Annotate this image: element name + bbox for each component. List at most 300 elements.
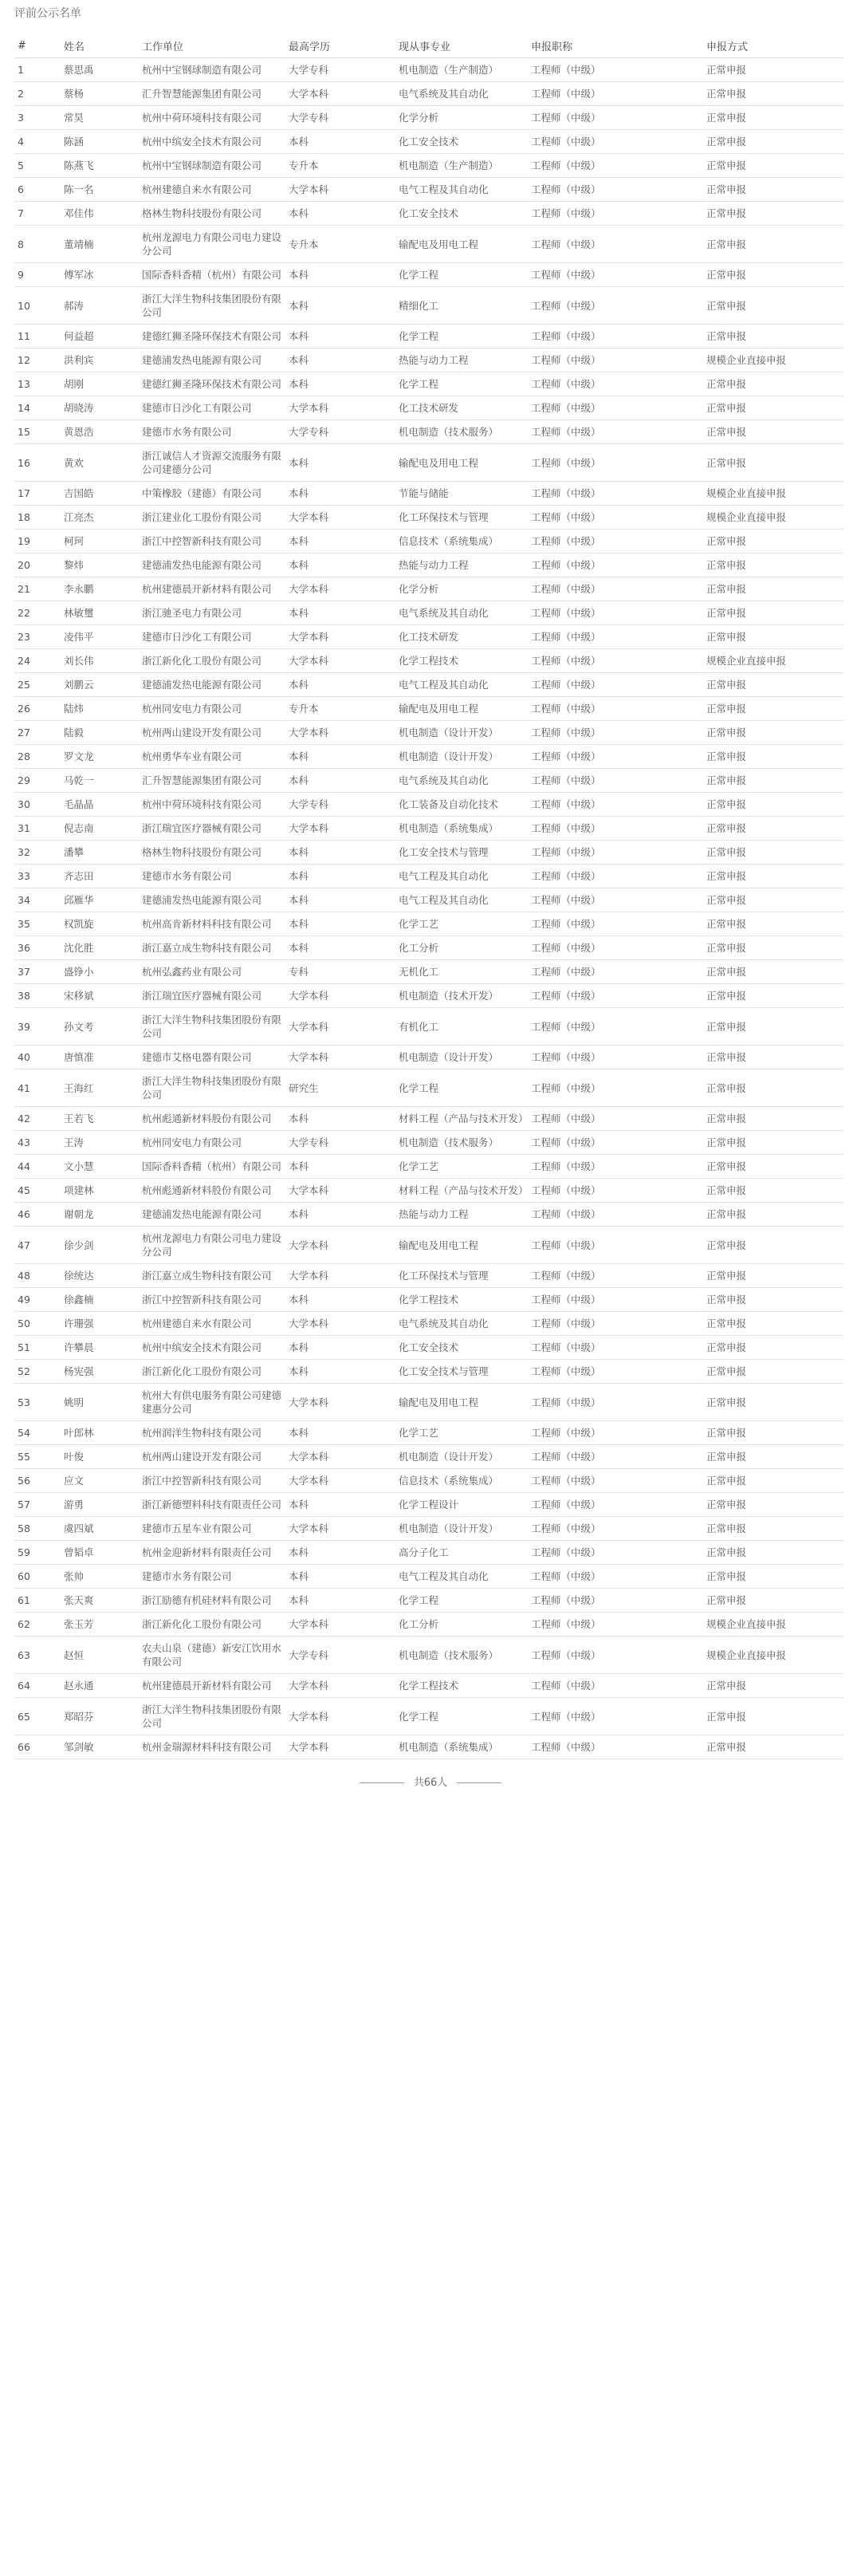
row-employer: 中策橡胶（建德）有限公司 bbox=[139, 482, 285, 506]
table-row bbox=[14, 154, 843, 178]
row-employer: 杭州大有供电服务有限公司建德建惠分公司 bbox=[139, 1384, 285, 1421]
row-name: 许攀晨 bbox=[61, 1336, 139, 1360]
table-row bbox=[14, 1493, 843, 1517]
row-education: 本科 bbox=[285, 1360, 395, 1384]
row-education: 本科 bbox=[285, 936, 395, 960]
row-title: 工程师（中级） bbox=[528, 349, 703, 372]
row-specialty: 机电制造（设计开发） bbox=[395, 721, 528, 745]
row-specialty: 信息技术（系统集成） bbox=[395, 1469, 528, 1493]
row-specialty: 化学工程技术 bbox=[395, 1674, 528, 1698]
row-index: 8 bbox=[14, 226, 61, 263]
column-header-specialty: 现从事专业 bbox=[395, 33, 528, 58]
footer-divider-right bbox=[457, 1782, 501, 1783]
row-method: 正常申报 bbox=[703, 1469, 843, 1493]
row-title: 工程师（中级） bbox=[528, 984, 703, 1008]
row-method: 正常申报 bbox=[703, 1336, 843, 1360]
row-name: 邓佳伟 bbox=[61, 202, 139, 226]
row-specialty: 化学工程 bbox=[395, 1589, 528, 1613]
table-row bbox=[14, 130, 843, 154]
row-method: 正常申报 bbox=[703, 984, 843, 1008]
row-title: 工程师（中级） bbox=[528, 1107, 703, 1131]
row-name: 毛晶晶 bbox=[61, 793, 139, 817]
row-specialty: 机电制造（生产制造） bbox=[395, 58, 528, 82]
row-employer: 杭州中宝钢球制造有限公司 bbox=[139, 58, 285, 82]
row-education: 大学本科 bbox=[285, 1179, 395, 1203]
row-name: 何益超 bbox=[61, 325, 139, 349]
row-employer: 浙江新化化工股份有限公司 bbox=[139, 1613, 285, 1637]
row-title: 工程师（中级） bbox=[528, 601, 703, 625]
row-employer: 杭州中缤安全技术有限公司 bbox=[139, 1336, 285, 1360]
row-index: 28 bbox=[14, 745, 61, 769]
row-method: 正常申报 bbox=[703, 1421, 843, 1445]
table-header-row bbox=[14, 33, 843, 58]
row-employer: 建德浦发热电能源有限公司 bbox=[139, 1203, 285, 1227]
row-method: 正常申报 bbox=[703, 1227, 843, 1264]
table-row bbox=[14, 420, 843, 444]
table-row bbox=[14, 984, 843, 1008]
row-specialty: 无机化工 bbox=[395, 960, 528, 984]
row-specialty: 化学工程设计 bbox=[395, 1493, 528, 1517]
row-method: 正常申报 bbox=[703, 625, 843, 649]
row-name: 胡刚 bbox=[61, 372, 139, 396]
row-name: 陈燕飞 bbox=[61, 154, 139, 178]
row-index: 21 bbox=[14, 577, 61, 601]
row-title: 工程师（中级） bbox=[528, 841, 703, 865]
row-employer: 建德浦发热电能源有限公司 bbox=[139, 553, 285, 577]
row-name: 吉国皓 bbox=[61, 482, 139, 506]
row-method: 正常申报 bbox=[703, 287, 843, 325]
row-employer: 浙江嘉立成生物科技有限公司 bbox=[139, 936, 285, 960]
row-index: 18 bbox=[14, 506, 61, 530]
row-name: 项建林 bbox=[61, 1179, 139, 1203]
row-education: 大学本科 bbox=[285, 1698, 395, 1735]
row-education: 本科 bbox=[285, 1107, 395, 1131]
row-employer: 杭州建德晨开新材料有限公司 bbox=[139, 577, 285, 601]
row-education: 本科 bbox=[285, 1541, 395, 1565]
table-row bbox=[14, 1589, 843, 1613]
row-method: 规模企业直接申报 bbox=[703, 482, 843, 506]
row-title: 工程师（中级） bbox=[528, 263, 703, 287]
table-row bbox=[14, 1008, 843, 1046]
row-specialty: 精细化工 bbox=[395, 287, 528, 325]
row-specialty: 输配电及用电工程 bbox=[395, 697, 528, 721]
row-title: 工程师（中级） bbox=[528, 936, 703, 960]
nominee-table bbox=[14, 33, 843, 1759]
row-index: 51 bbox=[14, 1336, 61, 1360]
row-employer: 浙江驰圣电力有限公司 bbox=[139, 601, 285, 625]
row-specialty: 机电制造（系统集成） bbox=[395, 817, 528, 841]
row-title: 工程师（中级） bbox=[528, 1698, 703, 1735]
row-specialty: 化工装备及自动化技术 bbox=[395, 793, 528, 817]
row-title: 工程师（中级） bbox=[528, 1203, 703, 1227]
row-name: 叶郎林 bbox=[61, 1421, 139, 1445]
row-method: 正常申报 bbox=[703, 936, 843, 960]
row-name: 胡晓涛 bbox=[61, 396, 139, 420]
row-education: 大学专科 bbox=[285, 1131, 395, 1155]
row-title: 工程师（中级） bbox=[528, 1288, 703, 1312]
column-header-title: 申报职称 bbox=[528, 33, 703, 58]
row-specialty: 机电制造（设计开发） bbox=[395, 1445, 528, 1469]
row-education: 本科 bbox=[285, 1421, 395, 1445]
row-index: 58 bbox=[14, 1517, 61, 1541]
table-row bbox=[14, 721, 843, 745]
row-name: 黎炜 bbox=[61, 553, 139, 577]
row-employer: 浙江大洋生物科技集团股份有限公司 bbox=[139, 1698, 285, 1735]
row-method: 正常申报 bbox=[703, 58, 843, 82]
row-index: 32 bbox=[14, 841, 61, 865]
row-education: 大学专科 bbox=[285, 420, 395, 444]
row-index: 46 bbox=[14, 1203, 61, 1227]
table-row bbox=[14, 1131, 843, 1155]
row-name: 陈一名 bbox=[61, 178, 139, 202]
row-education: 本科 bbox=[285, 1288, 395, 1312]
row-index: 40 bbox=[14, 1046, 61, 1069]
row-title: 工程师（中级） bbox=[528, 420, 703, 444]
row-name: 马乾一 bbox=[61, 769, 139, 793]
row-employer: 杭州龙源电力有限公司电力建设分公司 bbox=[139, 226, 285, 263]
row-title: 工程师（中级） bbox=[528, 154, 703, 178]
row-index: 53 bbox=[14, 1384, 61, 1421]
row-employer: 杭州彪通新材料股份有限公司 bbox=[139, 1107, 285, 1131]
table-row bbox=[14, 1264, 843, 1288]
row-employer: 建德浦发热电能源有限公司 bbox=[139, 888, 285, 912]
row-name: 沈化胜 bbox=[61, 936, 139, 960]
row-education: 专科 bbox=[285, 960, 395, 984]
row-method: 正常申报 bbox=[703, 1517, 843, 1541]
row-education: 大学本科 bbox=[285, 1008, 395, 1046]
row-name: 刘长伟 bbox=[61, 649, 139, 673]
row-employer: 杭州金迎新材料有限责任公司 bbox=[139, 1541, 285, 1565]
row-specialty: 化工技术研发 bbox=[395, 625, 528, 649]
row-index: 23 bbox=[14, 625, 61, 649]
row-specialty: 化工安全技术与管理 bbox=[395, 1360, 528, 1384]
row-specialty: 机电制造（生产制造） bbox=[395, 154, 528, 178]
row-title: 工程师（中级） bbox=[528, 226, 703, 263]
row-employer: 浙江诚信人才资源交流服务有限公司建德分公司 bbox=[139, 444, 285, 482]
row-specialty: 化工技术研发 bbox=[395, 396, 528, 420]
row-name: 常昊 bbox=[61, 106, 139, 130]
row-method: 正常申报 bbox=[703, 202, 843, 226]
table-row bbox=[14, 226, 843, 263]
row-method: 正常申报 bbox=[703, 697, 843, 721]
row-specialty: 化学工程 bbox=[395, 1069, 528, 1107]
total-count: 共66人 bbox=[413, 1777, 448, 1789]
row-name: 董靖楠 bbox=[61, 226, 139, 263]
row-name: 叶俊 bbox=[61, 1445, 139, 1469]
row-employer: 建德市日沙化工有限公司 bbox=[139, 625, 285, 649]
row-title: 工程师（中级） bbox=[528, 1565, 703, 1589]
row-employer: 杭州弘鑫药业有限公司 bbox=[139, 960, 285, 984]
row-education: 大学本科 bbox=[285, 1445, 395, 1469]
row-employer: 杭州勇华车业有限公司 bbox=[139, 745, 285, 769]
row-title: 工程师（中级） bbox=[528, 1735, 703, 1759]
row-title: 工程师（中级） bbox=[528, 58, 703, 82]
row-education: 大学专科 bbox=[285, 793, 395, 817]
row-title: 工程师（中级） bbox=[528, 721, 703, 745]
row-method: 规模企业直接申报 bbox=[703, 349, 843, 372]
table-row bbox=[14, 1227, 843, 1264]
row-name: 张帅 bbox=[61, 1565, 139, 1589]
row-method: 正常申报 bbox=[703, 1565, 843, 1589]
table-footer bbox=[0, 1774, 861, 1789]
row-index: 42 bbox=[14, 1107, 61, 1131]
row-education: 大学本科 bbox=[285, 649, 395, 673]
table-row bbox=[14, 1360, 843, 1384]
row-specialty: 热能与动力工程 bbox=[395, 1203, 528, 1227]
row-education: 本科 bbox=[285, 553, 395, 577]
row-name: 邱雁华 bbox=[61, 888, 139, 912]
row-name: 陆炜 bbox=[61, 697, 139, 721]
row-title: 工程师（中级） bbox=[528, 372, 703, 396]
row-specialty: 信息技术（系统集成） bbox=[395, 530, 528, 553]
page-title: 评前公示名单 bbox=[14, 7, 81, 20]
row-title: 工程师（中级） bbox=[528, 1613, 703, 1637]
row-index: 48 bbox=[14, 1264, 61, 1288]
row-index: 49 bbox=[14, 1288, 61, 1312]
row-education: 大学本科 bbox=[285, 1674, 395, 1698]
row-title: 工程师（中级） bbox=[528, 1589, 703, 1613]
row-method: 正常申报 bbox=[703, 1674, 843, 1698]
row-employer: 杭州建德自来水有限公司 bbox=[139, 178, 285, 202]
row-index: 6 bbox=[14, 178, 61, 202]
row-employer: 建德红狮圣隆环保技术有限公司 bbox=[139, 325, 285, 349]
row-index: 3 bbox=[14, 106, 61, 130]
row-method: 正常申报 bbox=[703, 1046, 843, 1069]
row-employer: 浙江大洋生物科技集团股份有限公司 bbox=[139, 287, 285, 325]
row-title: 工程师（中级） bbox=[528, 625, 703, 649]
row-specialty: 电气系统及其自动化 bbox=[395, 1312, 528, 1336]
row-specialty: 机电制造（系统集成） bbox=[395, 1735, 528, 1759]
table-row bbox=[14, 601, 843, 625]
row-specialty: 电气工程及其自动化 bbox=[395, 673, 528, 697]
table-row bbox=[14, 1637, 843, 1674]
row-education: 大学专科 bbox=[285, 106, 395, 130]
row-name: 许珊强 bbox=[61, 1312, 139, 1336]
row-specialty: 输配电及用电工程 bbox=[395, 1384, 528, 1421]
row-specialty: 机电制造（设计开发） bbox=[395, 745, 528, 769]
row-employer: 建德市日沙化工有限公司 bbox=[139, 396, 285, 420]
row-method: 正常申报 bbox=[703, 1069, 843, 1107]
row-title: 工程师（中级） bbox=[528, 1264, 703, 1288]
row-index: 55 bbox=[14, 1445, 61, 1469]
row-title: 工程师（中级） bbox=[528, 530, 703, 553]
row-specialty: 化工安全技术 bbox=[395, 130, 528, 154]
row-title: 工程师（中级） bbox=[528, 1008, 703, 1046]
row-education: 本科 bbox=[285, 912, 395, 936]
row-specialty: 化工分析 bbox=[395, 936, 528, 960]
row-name: 赵永通 bbox=[61, 1674, 139, 1698]
table-row bbox=[14, 936, 843, 960]
row-education: 本科 bbox=[285, 865, 395, 888]
row-specialty: 化学工程 bbox=[395, 1698, 528, 1735]
row-method: 正常申报 bbox=[703, 1360, 843, 1384]
row-title: 工程师（中级） bbox=[528, 1637, 703, 1674]
row-employer: 汇升智慧能源集团有限公司 bbox=[139, 82, 285, 106]
row-title: 工程师（中级） bbox=[528, 1541, 703, 1565]
row-education: 专升本 bbox=[285, 154, 395, 178]
row-specialty: 节能与储能 bbox=[395, 482, 528, 506]
row-education: 本科 bbox=[285, 1336, 395, 1360]
row-specialty: 电气工程及其自动化 bbox=[395, 178, 528, 202]
row-method: 正常申报 bbox=[703, 1493, 843, 1517]
table-row bbox=[14, 82, 843, 106]
row-education: 研究生 bbox=[285, 1069, 395, 1107]
row-index: 47 bbox=[14, 1227, 61, 1264]
row-index: 63 bbox=[14, 1637, 61, 1674]
row-method: 正常申报 bbox=[703, 841, 843, 865]
row-education: 本科 bbox=[285, 1203, 395, 1227]
row-name: 江亮杰 bbox=[61, 506, 139, 530]
row-education: 本科 bbox=[285, 1565, 395, 1589]
row-index: 12 bbox=[14, 349, 61, 372]
row-name: 凌伟平 bbox=[61, 625, 139, 649]
row-name: 游勇 bbox=[61, 1493, 139, 1517]
table-row bbox=[14, 649, 843, 673]
row-employer: 杭州建德自来水有限公司 bbox=[139, 1312, 285, 1336]
row-title: 工程师（中级） bbox=[528, 1384, 703, 1421]
row-education: 本科 bbox=[285, 530, 395, 553]
row-specialty: 化工分析 bbox=[395, 1613, 528, 1637]
row-education: 大学本科 bbox=[285, 817, 395, 841]
row-method: 正常申报 bbox=[703, 263, 843, 287]
row-name: 应文 bbox=[61, 1469, 139, 1493]
row-education: 大学本科 bbox=[285, 82, 395, 106]
row-method: 规模企业直接申报 bbox=[703, 1613, 843, 1637]
row-method: 正常申报 bbox=[703, 865, 843, 888]
row-index: 45 bbox=[14, 1179, 61, 1203]
row-education: 本科 bbox=[285, 325, 395, 349]
row-employer: 杭州中缤安全技术有限公司 bbox=[139, 130, 285, 154]
row-education: 本科 bbox=[285, 263, 395, 287]
row-name: 张玉芳 bbox=[61, 1613, 139, 1637]
row-method: 正常申报 bbox=[703, 1384, 843, 1421]
row-name: 郑昭芬 bbox=[61, 1698, 139, 1735]
row-specialty: 电气系统及其自动化 bbox=[395, 769, 528, 793]
row-employer: 建德浦发热电能源有限公司 bbox=[139, 673, 285, 697]
row-method: 正常申报 bbox=[703, 106, 843, 130]
row-name: 蔡杨 bbox=[61, 82, 139, 106]
row-method: 正常申报 bbox=[703, 82, 843, 106]
row-title: 工程师（中级） bbox=[528, 1517, 703, 1541]
row-index: 36 bbox=[14, 936, 61, 960]
row-name: 陈涵 bbox=[61, 130, 139, 154]
row-education: 大学专科 bbox=[285, 58, 395, 82]
row-index: 34 bbox=[14, 888, 61, 912]
row-employer: 浙江建业化工股份有限公司 bbox=[139, 506, 285, 530]
row-employer: 浙江大洋生物科技集团股份有限公司 bbox=[139, 1008, 285, 1046]
row-method: 正常申报 bbox=[703, 960, 843, 984]
row-name: 王若飞 bbox=[61, 1107, 139, 1131]
row-employer: 杭州同安电力有限公司 bbox=[139, 697, 285, 721]
row-method: 正常申报 bbox=[703, 530, 843, 553]
row-name: 徐少剑 bbox=[61, 1227, 139, 1264]
row-title: 工程师（中级） bbox=[528, 769, 703, 793]
row-specialty: 机电制造（技术服务） bbox=[395, 1637, 528, 1674]
row-specialty: 输配电及用电工程 bbox=[395, 226, 528, 263]
row-title: 工程师（中级） bbox=[528, 287, 703, 325]
row-specialty: 化工环保技术与管理 bbox=[395, 506, 528, 530]
row-education: 大学本科 bbox=[285, 506, 395, 530]
row-title: 工程师（中级） bbox=[528, 697, 703, 721]
row-index: 1 bbox=[14, 58, 61, 82]
row-education: 大学本科 bbox=[285, 1264, 395, 1288]
row-name: 权凯旋 bbox=[61, 912, 139, 936]
row-title: 工程师（中级） bbox=[528, 1445, 703, 1469]
table-row bbox=[14, 444, 843, 482]
table-row bbox=[14, 1155, 843, 1179]
table-row bbox=[14, 1288, 843, 1312]
row-name: 刘鹏云 bbox=[61, 673, 139, 697]
row-specialty: 机电制造（设计开发） bbox=[395, 1517, 528, 1541]
table-row bbox=[14, 287, 843, 325]
row-index: 14 bbox=[14, 396, 61, 420]
row-education: 本科 bbox=[285, 1155, 395, 1179]
row-education: 大学本科 bbox=[285, 984, 395, 1008]
row-title: 工程师（中级） bbox=[528, 325, 703, 349]
row-education: 本科 bbox=[285, 745, 395, 769]
row-employer: 农夫山泉（建德）新安江饮用水有限公司 bbox=[139, 1637, 285, 1674]
row-name: 倪志南 bbox=[61, 817, 139, 841]
row-employer: 杭州中宝钢球制造有限公司 bbox=[139, 154, 285, 178]
row-specialty: 材料工程（产品与技术开发） bbox=[395, 1179, 528, 1203]
row-specialty: 电气系统及其自动化 bbox=[395, 82, 528, 106]
row-employer: 杭州彪通新材料股份有限公司 bbox=[139, 1179, 285, 1203]
row-employer: 浙江嘉立成生物科技有限公司 bbox=[139, 1264, 285, 1288]
row-specialty: 热能与动力工程 bbox=[395, 349, 528, 372]
row-name: 徐统达 bbox=[61, 1264, 139, 1288]
row-method: 正常申报 bbox=[703, 769, 843, 793]
row-index: 33 bbox=[14, 865, 61, 888]
row-name: 罗文龙 bbox=[61, 745, 139, 769]
row-name: 孙文考 bbox=[61, 1008, 139, 1046]
row-method: 规模企业直接申报 bbox=[703, 649, 843, 673]
row-index: 5 bbox=[14, 154, 61, 178]
row-method: 正常申报 bbox=[703, 1264, 843, 1288]
row-name: 潘攀 bbox=[61, 841, 139, 865]
table-row bbox=[14, 577, 843, 601]
row-title: 工程师（中级） bbox=[528, 482, 703, 506]
column-header-index: # bbox=[14, 33, 61, 58]
table-row bbox=[14, 1046, 843, 1069]
row-title: 工程师（中级） bbox=[528, 130, 703, 154]
row-employer: 杭州润洋生物科技有限公司 bbox=[139, 1421, 285, 1445]
row-index: 26 bbox=[14, 697, 61, 721]
row-method: 正常申报 bbox=[703, 1008, 843, 1046]
row-index: 44 bbox=[14, 1155, 61, 1179]
row-employer: 格林生物科技股份有限公司 bbox=[139, 202, 285, 226]
row-employer: 浙江瑞宜医疗器械有限公司 bbox=[139, 817, 285, 841]
row-specialty: 有机化工 bbox=[395, 1008, 528, 1046]
row-specialty: 输配电及用电工程 bbox=[395, 1227, 528, 1264]
row-name: 洪利宾 bbox=[61, 349, 139, 372]
row-education: 大学本科 bbox=[285, 396, 395, 420]
table-row bbox=[14, 673, 843, 697]
row-education: 本科 bbox=[285, 130, 395, 154]
row-method: 正常申报 bbox=[703, 1203, 843, 1227]
row-index: 52 bbox=[14, 1360, 61, 1384]
row-name: 蔡思禹 bbox=[61, 58, 139, 82]
row-education: 大学本科 bbox=[285, 1227, 395, 1264]
row-method: 正常申报 bbox=[703, 396, 843, 420]
row-education: 大学本科 bbox=[285, 1312, 395, 1336]
row-index: 22 bbox=[14, 601, 61, 625]
row-specialty: 化学工程技术 bbox=[395, 649, 528, 673]
row-employer: 浙江瑞宜医疗器械有限公司 bbox=[139, 984, 285, 1008]
row-name: 黄恩浩 bbox=[61, 420, 139, 444]
row-title: 工程师（中级） bbox=[528, 1155, 703, 1179]
row-name: 黄欢 bbox=[61, 444, 139, 482]
row-title: 工程师（中级） bbox=[528, 553, 703, 577]
